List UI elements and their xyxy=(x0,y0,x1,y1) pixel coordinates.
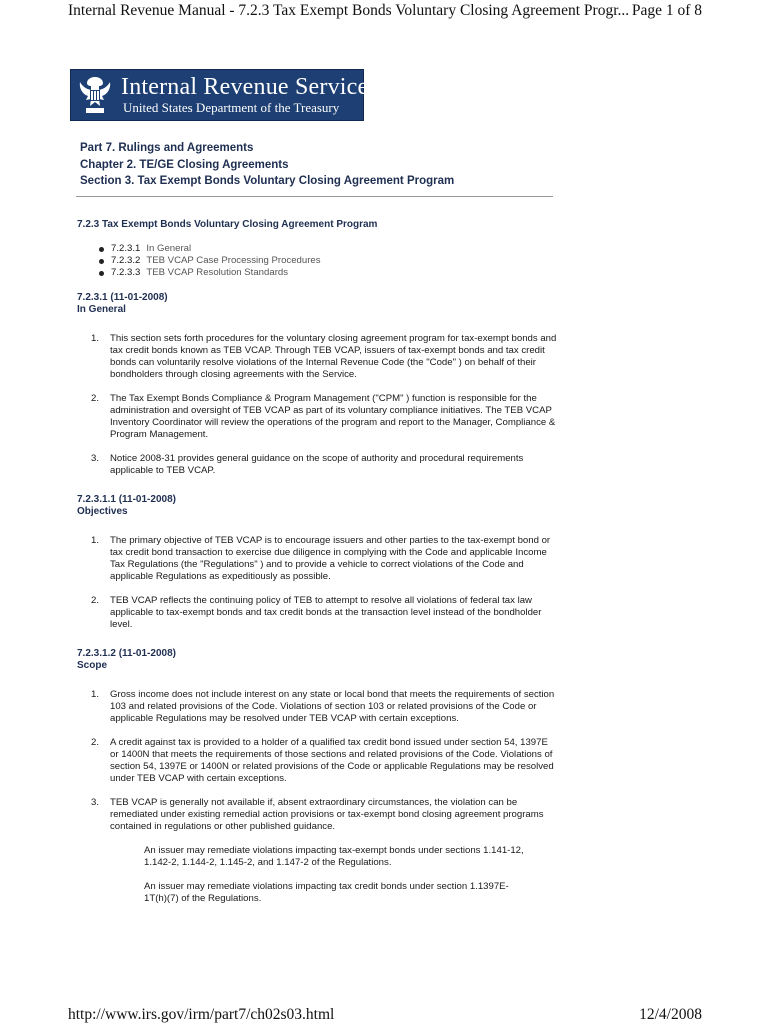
paragraph xyxy=(77,737,557,785)
table-of-contents xyxy=(99,243,557,279)
section-title: Objectives xyxy=(77,506,128,517)
section-heading xyxy=(77,292,557,316)
paragraph-text: The Tax Exempt Bonds Compliance & Program Management ("CPM" ) function is responsible for the administration and oversight of TEB VCAP as part of its voluntary compliance initiatives. The TEB VCAP Inventory Coordinator will review the operations of the program and report to the Manager, Compliance & Program Management. xyxy=(110,393,556,440)
paragraph-text: TEB VCAP reflects the continuing policy of TEB to attempt to resolve all violations of federal tax law applicable to tax-exempt bonds and tax credit bonds at the transaction level instead of the bondholder level. xyxy=(110,595,542,630)
paragraph xyxy=(77,595,557,631)
header-divider xyxy=(76,196,553,197)
paragraph-text: The primary objective of TEB VCAP is to encourage issuers and other parties to the tax-exempt bond or tax credit bond transaction to exercise due diligence in complying with the Code and applicable Income Tax Regulations (the "Regulations" ) and to provide a vehicle to correct violations of the Code and applicable Regulations as expeditiously as possible. xyxy=(110,535,551,582)
irs-eagle-icon xyxy=(77,74,113,116)
paragraph-text: TEB VCAP is generally not available if, absent extraordinary circumstances, the violation can be remediated under existing remedial action provisions or tax-exempt bond closing agreement programs contained in regulations or other published guidance. xyxy=(110,797,544,832)
section-id: 7.2.3.1 (11-01-2008) xyxy=(77,292,168,303)
irs-name: Internal Revenue Service xyxy=(121,74,369,100)
paragraph-list xyxy=(77,689,557,833)
print-header-title: Internal Revenue Manual - 7.2.3 Tax Exempt Bonds Voluntary Closing Agreement Progr... xyxy=(68,2,630,19)
irs-logo[interactable] xyxy=(70,69,369,121)
page-url[interactable]: http://www.irs.gov/irm/part7/ch02s03.html xyxy=(68,1006,335,1023)
paragraph-number: 2. xyxy=(91,737,100,748)
paragraph xyxy=(77,453,557,477)
page-number: Page 1 of 8 xyxy=(631,2,702,19)
paragraph-text: This section sets forth procedures for the voluntary closing agreement program for tax-exempt bonds and tax credit bonds known as TEB VCAP. Through TEB VCAP, issuers of tax-exempt bonds and tax credit bonds can voluntarily resolve violations of the Internal Revenue Code (the "Code" ) on behalf of their bondholders through closing agreements with the Service. xyxy=(110,333,557,380)
breadcrumb xyxy=(80,140,454,190)
paragraph-text: Notice 2008-31 provides general guidance on the scope of authority and procedural requirements applicable to TEB VCAP. xyxy=(110,453,524,476)
paragraph xyxy=(77,535,557,583)
indented-note: An issuer may remediate violations impacting tax-exempt bonds under sections 1.141-12, 1.142-2, 1.144-2, 1.145-2, and 1.147-2 of the Regulations. xyxy=(144,845,524,868)
paragraph-number: 3. xyxy=(91,797,100,808)
paragraph-number: 3. xyxy=(91,453,100,464)
paragraph xyxy=(77,393,557,441)
breadcrumb-part: Part 7. Rulings and Agreements xyxy=(80,142,254,154)
toc-item[interactable] xyxy=(99,267,557,279)
toc-number: 7.2.3.3 xyxy=(111,267,141,278)
toc-item[interactable] xyxy=(99,243,557,255)
paragraph-list xyxy=(77,535,557,631)
irs-subtitle: United States Department of the Treasury xyxy=(123,100,340,115)
paragraph-number: 1. xyxy=(91,333,100,344)
paragraph-text: A credit against tax is provided to a holder of a qualified tax credit bond issued under section 54, 1397E or 1400N that meets the requirements of those sections and related provisions of the Code. Violations of section 54, 1397E or 1400N or related provisions of the Code or applicable Regulations may be resolved under TEB VCAP with certain exceptions. xyxy=(110,737,554,784)
print-header xyxy=(68,2,702,24)
paragraph-text: Gross income does not include interest on any state or local bond that meets the requirements of section 103 and related provisions of the Code. Violations of section 103 or related provisions of the Code or applicable Regulations may be resolved under TEB VCAP with certain exceptions. xyxy=(110,689,555,724)
toc-link-case-processing[interactable]: TEB VCAP Case Processing Procedures xyxy=(146,255,321,266)
toc-link-resolution-standards[interactable]: TEB VCAP Resolution Standards xyxy=(146,267,289,278)
print-date: 12/4/2008 xyxy=(639,1006,702,1023)
paragraph-list xyxy=(77,333,557,477)
document-body xyxy=(77,219,557,917)
indented-note: An issuer may remediate violations impacting tax credit bonds under section 1.1397E-1T(h)(7) of the Regulations. xyxy=(144,881,509,904)
toc-number: 7.2.3.2 xyxy=(111,255,141,266)
paragraph-number: 2. xyxy=(91,393,100,404)
paragraph-number: 1. xyxy=(91,535,100,546)
paragraph-number: 2. xyxy=(91,595,100,606)
section-heading xyxy=(77,648,557,672)
breadcrumb-section: Section 3. Tax Exempt Bonds Voluntary Closing Agreement Program xyxy=(80,175,455,187)
breadcrumb-chapter: Chapter 2. TE/GE Closing Agreements xyxy=(80,158,289,171)
paragraph xyxy=(77,689,557,725)
paragraph xyxy=(77,333,557,381)
section-title: Scope xyxy=(77,660,108,671)
toc-link-in-general[interactable]: In General xyxy=(146,243,192,254)
toc-number: 7.2.3.1 xyxy=(111,243,141,254)
section-title: In General xyxy=(77,304,126,315)
toc-item[interactable] xyxy=(99,255,557,267)
section-heading xyxy=(77,494,557,518)
section-id: 7.2.3.1.2 (11-01-2008) xyxy=(77,648,176,659)
document-title: 7.2.3 Tax Exempt Bonds Voluntary Closing Agreement Program xyxy=(77,219,378,230)
paragraph xyxy=(77,797,557,833)
paragraph-number: 1. xyxy=(91,689,100,700)
section-id: 7.2.3.1.1 (11-01-2008) xyxy=(77,494,176,505)
